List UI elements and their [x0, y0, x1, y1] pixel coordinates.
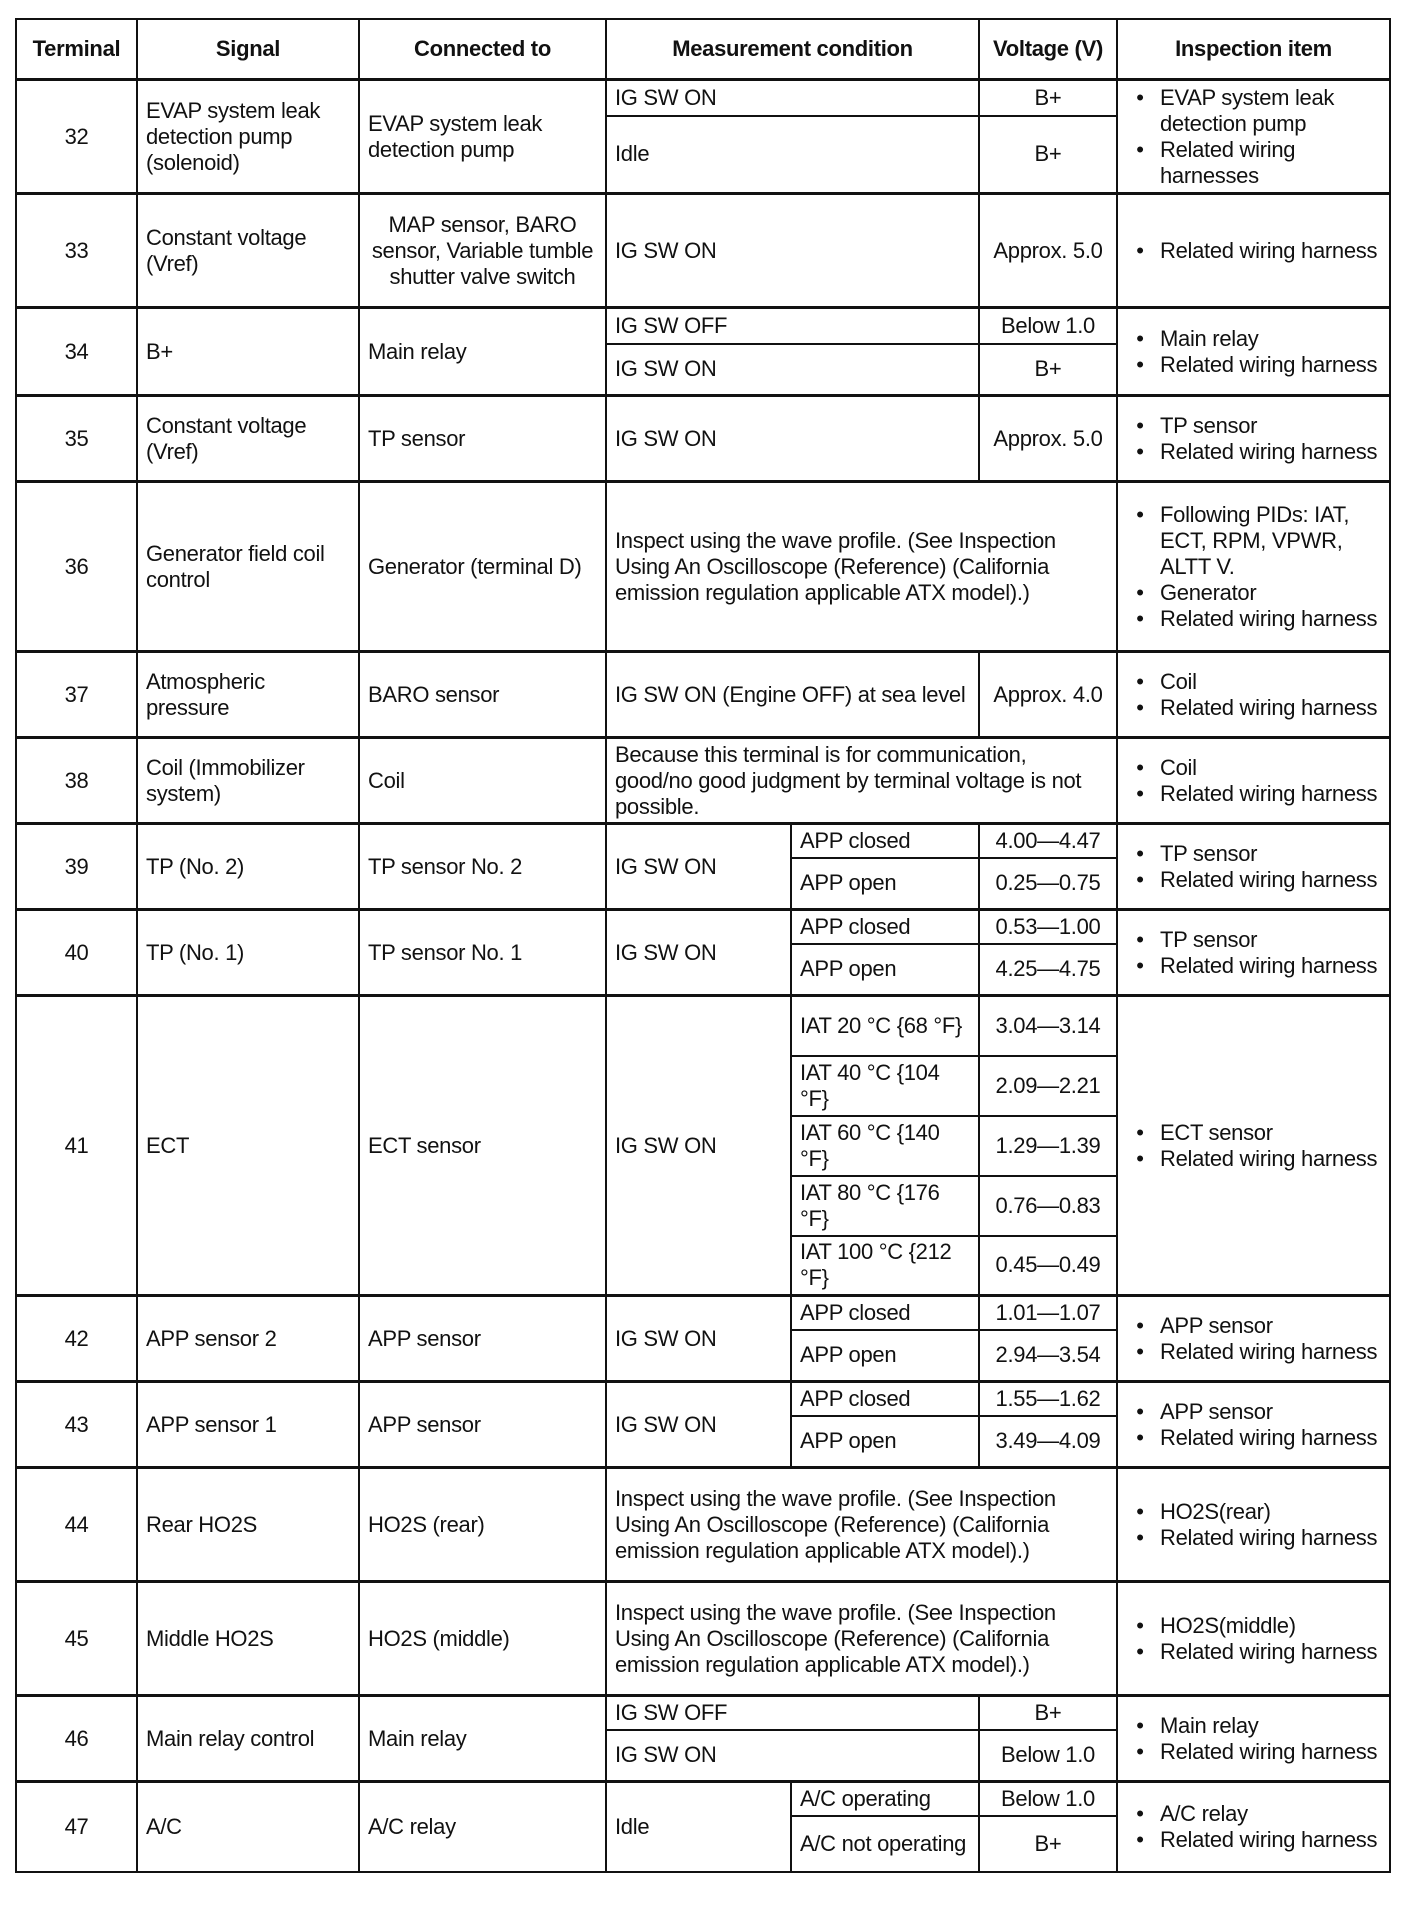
inspection-item-list: [1126, 238, 1381, 264]
inspection-item-text: Related wiring harnesses: [1160, 136, 1296, 188]
bullet-icon: •: [1136, 668, 1144, 694]
measurement-condition: IG SW OFF: [606, 308, 979, 344]
signal-name: Main relay control: [137, 1696, 359, 1782]
inspection-item-cell: [1117, 738, 1390, 824]
table-row: [16, 1782, 1390, 1816]
inspection-item-list: [1126, 669, 1381, 721]
inspection-item: [1126, 1739, 1381, 1765]
inspection-item: [1126, 1146, 1381, 1172]
inspection-item: [1126, 606, 1381, 632]
measurement-condition: IG SW ON: [606, 80, 979, 116]
bullet-icon: •: [1136, 780, 1144, 806]
inspection-item: [1126, 1399, 1381, 1425]
inspection-item: [1126, 326, 1381, 352]
signal-name: A/C: [137, 1782, 359, 1872]
header-measurement-condition: Measurement condition: [606, 19, 979, 80]
terminal-number: 39: [16, 824, 137, 910]
bullet-icon: •: [1136, 694, 1144, 720]
voltage-value: B+: [979, 1696, 1117, 1730]
bullet-icon: •: [1136, 1738, 1144, 1764]
signal-name: APP sensor 1: [137, 1382, 359, 1468]
signal-name: B+: [137, 308, 359, 396]
signal-name: Middle HO2S: [137, 1582, 359, 1696]
table-row: [16, 1696, 1390, 1730]
signal-name: Rear HO2S: [137, 1468, 359, 1582]
terminal-number: 38: [16, 738, 137, 824]
sub-condition: APP open: [791, 944, 979, 996]
terminal-number: 44: [16, 1468, 137, 1582]
voltage-value: Approx. 5.0: [979, 194, 1117, 308]
inspection-item-cell: [1117, 996, 1390, 1296]
voltage-value: 0.76—0.83: [979, 1176, 1117, 1236]
voltage-value: 2.94—3.54: [979, 1330, 1117, 1382]
inspection-item: [1126, 238, 1381, 264]
inspection-item-list: [1126, 927, 1381, 979]
inspection-item-text: ECT sensor: [1160, 1119, 1273, 1145]
measurement-condition: Idle: [606, 1782, 791, 1872]
inspection-item-text: Related wiring harness: [1160, 438, 1378, 464]
bullet-icon: •: [1136, 1826, 1144, 1852]
table-row: [16, 652, 1390, 738]
inspection-item-list: [1126, 1801, 1381, 1853]
bullet-icon: •: [1136, 1119, 1144, 1145]
sub-condition: A/C operating: [791, 1782, 979, 1816]
measurement-condition: IG SW ON: [606, 824, 791, 910]
inspection-item-cell: [1117, 1582, 1390, 1696]
inspection-item: [1126, 1639, 1381, 1665]
inspection-item-list: [1126, 1399, 1381, 1451]
inspection-item: [1126, 1499, 1381, 1525]
inspection-item: [1126, 439, 1381, 465]
inspection-item-list: [1126, 1613, 1381, 1665]
voltage-value: 4.00—4.47: [979, 824, 1117, 858]
measurement-note: Because this terminal is for communication, good/no good judgment by terminal voltage is not possible.: [606, 738, 1117, 824]
inspection-item: [1126, 755, 1381, 781]
terminal-number: 32: [16, 80, 137, 194]
bullet-icon: •: [1136, 952, 1144, 978]
sub-condition: IAT 80 °C {176 °F}: [791, 1176, 979, 1236]
inspection-item: [1126, 1425, 1381, 1451]
inspection-item: [1126, 695, 1381, 721]
inspection-item-text: Following PIDs: IAT, ECT, RPM, VPWR, ALTT V.: [1160, 501, 1350, 579]
signal-name: Atmospheric pressure: [137, 652, 359, 738]
measurement-condition: IG SW ON: [606, 1730, 979, 1782]
inspection-item: [1126, 1827, 1381, 1853]
inspection-item: [1126, 352, 1381, 378]
inspection-item-text: Related wiring harness: [1160, 1638, 1378, 1664]
table-row: [16, 996, 1390, 1056]
measurement-condition: IG SW ON: [606, 1382, 791, 1468]
table-body: [16, 80, 1390, 1872]
measurement-condition: Idle: [606, 116, 979, 194]
measurement-condition: IG SW ON: [606, 194, 979, 308]
measurement-note: Inspect using the wave profile. (See Inspection Using An Oscilloscope (Reference) (California emission regulation applicable ATX model).): [606, 482, 1117, 652]
table-row: [16, 1582, 1390, 1696]
inspection-item-text: APP sensor: [1160, 1398, 1273, 1424]
signal-name: ECT: [137, 996, 359, 1296]
voltage-value: Approx. 5.0: [979, 396, 1117, 482]
connected-to: EVAP system leak detection pump: [359, 80, 606, 194]
bullet-icon: •: [1136, 1498, 1144, 1524]
inspection-item-cell: [1117, 194, 1390, 308]
inspection-item-cell: [1117, 1296, 1390, 1382]
inspection-item: [1126, 953, 1381, 979]
bullet-icon: •: [1136, 754, 1144, 780]
inspection-item-text: Related wiring harness: [1160, 351, 1378, 377]
bullet-icon: •: [1136, 866, 1144, 892]
bullet-icon: •: [1136, 1612, 1144, 1638]
connected-to: MAP sensor, BARO sensor, Variable tumble shutter valve switch: [359, 194, 606, 308]
bullet-icon: •: [1136, 84, 1144, 110]
voltage-value: Approx. 4.0: [979, 652, 1117, 738]
voltage-value: 0.53—1.00: [979, 910, 1117, 944]
terminal-number: 37: [16, 652, 137, 738]
sub-condition: IAT 60 °C {140 °F}: [791, 1116, 979, 1176]
bullet-icon: •: [1136, 1338, 1144, 1364]
connected-to: A/C relay: [359, 1782, 606, 1872]
table-header-row: [16, 19, 1390, 80]
voltage-value: 4.25—4.75: [979, 944, 1117, 996]
table-row: [16, 1382, 1390, 1416]
terminal-number: 40: [16, 910, 137, 996]
voltage-value: 1.01—1.07: [979, 1296, 1117, 1330]
connected-to: Generator (terminal D): [359, 482, 606, 652]
inspection-item-text: Related wiring harness: [1160, 780, 1378, 806]
voltage-value: 2.09—2.21: [979, 1056, 1117, 1116]
inspection-item-list: [1126, 755, 1381, 807]
inspection-item: [1126, 1801, 1381, 1827]
measurement-note: Inspect using the wave profile. (See Inspection Using An Oscilloscope (Reference) (California emission regulation applicable ATX model).): [606, 1468, 1117, 1582]
inspection-item: [1126, 1120, 1381, 1146]
inspection-item-text: TP sensor: [1160, 926, 1258, 952]
inspection-item: [1126, 137, 1381, 189]
measurement-condition: IG SW ON: [606, 344, 979, 396]
signal-name: Generator field coil control: [137, 482, 359, 652]
terminal-number: 35: [16, 396, 137, 482]
connected-to: Main relay: [359, 1696, 606, 1782]
bullet-icon: •: [1136, 1712, 1144, 1738]
sub-condition: IAT 40 °C {104 °F}: [791, 1056, 979, 1116]
table-row: [16, 824, 1390, 858]
inspection-item-text: Related wiring harness: [1160, 1338, 1378, 1364]
bullet-icon: •: [1136, 136, 1144, 162]
inspection-item: [1126, 841, 1381, 867]
voltage-value: B+: [979, 1816, 1117, 1872]
inspection-item: [1126, 1613, 1381, 1639]
signal-name: APP sensor 2: [137, 1296, 359, 1382]
inspection-item-list: [1126, 841, 1381, 893]
inspection-item-list: [1126, 1313, 1381, 1365]
measurement-condition: IG SW ON: [606, 396, 979, 482]
inspection-item-text: HO2S(rear): [1160, 1498, 1271, 1524]
terminal-number: 41: [16, 996, 137, 1296]
inspection-item: [1126, 1339, 1381, 1365]
inspection-item-cell: [1117, 1468, 1390, 1582]
terminal-number: 45: [16, 1582, 137, 1696]
inspection-item-text: TP sensor: [1160, 840, 1258, 866]
inspection-item-text: Related wiring harness: [1160, 1524, 1378, 1550]
measurement-condition: IG SW ON: [606, 996, 791, 1296]
signal-name: TP (No. 2): [137, 824, 359, 910]
connected-to: APP sensor: [359, 1296, 606, 1382]
inspection-item: [1126, 927, 1381, 953]
inspection-item: [1126, 669, 1381, 695]
bullet-icon: •: [1136, 926, 1144, 952]
measurement-note: Inspect using the wave profile. (See Inspection Using An Oscilloscope (Reference) (California emission regulation applicable ATX model).): [606, 1582, 1117, 1696]
bullet-icon: •: [1136, 1145, 1144, 1171]
table-row: [16, 1468, 1390, 1582]
measurement-condition: IG SW ON: [606, 910, 791, 996]
inspection-item: [1126, 1713, 1381, 1739]
inspection-item-text: EVAP system leak detection pump: [1160, 84, 1335, 136]
terminal-voltage-table: [15, 18, 1391, 1873]
voltage-value: B+: [979, 344, 1117, 396]
measurement-condition: IG SW ON: [606, 1296, 791, 1382]
inspection-item-text: Main relay: [1160, 1712, 1259, 1738]
header-signal: Signal: [137, 19, 359, 80]
table-row: [16, 738, 1390, 824]
voltage-value: B+: [979, 80, 1117, 116]
bullet-icon: •: [1136, 1424, 1144, 1450]
bullet-icon: •: [1136, 579, 1144, 605]
inspection-item-cell: [1117, 80, 1390, 194]
sub-condition: APP closed: [791, 910, 979, 944]
bullet-icon: •: [1136, 325, 1144, 351]
connected-to: APP sensor: [359, 1382, 606, 1468]
bullet-icon: •: [1136, 438, 1144, 464]
voltage-value: Below 1.0: [979, 1730, 1117, 1782]
inspection-item-cell: [1117, 910, 1390, 996]
header-connected-to: Connected to: [359, 19, 606, 80]
inspection-item-text: Related wiring harness: [1160, 1738, 1378, 1764]
inspection-item-cell: [1117, 396, 1390, 482]
inspection-item: [1126, 1313, 1381, 1339]
inspection-item-text: Generator: [1160, 579, 1257, 605]
inspection-item-list: [1126, 1713, 1381, 1765]
voltage-value: 1.55—1.62: [979, 1382, 1117, 1416]
connected-to: Coil: [359, 738, 606, 824]
terminal-number: 43: [16, 1382, 137, 1468]
inspection-item: [1126, 1525, 1381, 1551]
bullet-icon: •: [1136, 605, 1144, 631]
connected-to: HO2S (rear): [359, 1468, 606, 1582]
table-row: [16, 910, 1390, 944]
inspection-item: [1126, 781, 1381, 807]
inspection-item: [1126, 85, 1381, 137]
measurement-condition: IG SW OFF: [606, 1696, 979, 1730]
inspection-item-cell: [1117, 482, 1390, 652]
sub-condition: APP closed: [791, 1382, 979, 1416]
sub-condition: APP closed: [791, 1296, 979, 1330]
signal-name: Constant voltage (Vref): [137, 396, 359, 482]
signal-name: TP (No. 1): [137, 910, 359, 996]
table-row: [16, 482, 1390, 652]
inspection-item: [1126, 502, 1381, 580]
inspection-item-text: Related wiring harness: [1160, 952, 1378, 978]
sub-condition: APP open: [791, 858, 979, 910]
sub-condition: APP open: [791, 1330, 979, 1382]
connected-to: BARO sensor: [359, 652, 606, 738]
measurement-condition: IG SW ON (Engine OFF) at sea level: [606, 652, 979, 738]
bullet-icon: •: [1136, 840, 1144, 866]
bullet-icon: •: [1136, 412, 1144, 438]
inspection-item-text: APP sensor: [1160, 1312, 1273, 1338]
connected-to: TP sensor No. 1: [359, 910, 606, 996]
inspection-item: [1126, 867, 1381, 893]
bullet-icon: •: [1136, 351, 1144, 377]
bullet-icon: •: [1136, 1638, 1144, 1664]
inspection-item-list: [1126, 502, 1381, 632]
connected-to: TP sensor: [359, 396, 606, 482]
inspection-item-cell: [1117, 652, 1390, 738]
connected-to: Main relay: [359, 308, 606, 396]
inspection-item: [1126, 413, 1381, 439]
inspection-item-list: [1126, 1499, 1381, 1551]
inspection-item-text: Main relay: [1160, 325, 1259, 351]
voltage-value: Below 1.0: [979, 308, 1117, 344]
voltage-value: Below 1.0: [979, 1782, 1117, 1816]
table-row: [16, 194, 1390, 308]
connected-to: HO2S (middle): [359, 1582, 606, 1696]
table-row: [16, 308, 1390, 344]
inspection-item-text: Related wiring harness: [1160, 1145, 1378, 1171]
bullet-icon: •: [1136, 1398, 1144, 1424]
terminal-number: 36: [16, 482, 137, 652]
voltage-value: 1.29—1.39: [979, 1116, 1117, 1176]
signal-name: Coil (Immobilizer system): [137, 738, 359, 824]
header-voltage: Voltage (V): [979, 19, 1117, 80]
inspection-item-text: Related wiring harness: [1160, 237, 1378, 263]
inspection-item-text: Coil: [1160, 754, 1197, 780]
sub-condition: IAT 20 °C {68 °F}: [791, 996, 979, 1056]
signal-name: Constant voltage (Vref): [137, 194, 359, 308]
inspection-item-cell: [1117, 1782, 1390, 1872]
sub-condition: A/C not operating: [791, 1816, 979, 1872]
inspection-item-text: Related wiring harness: [1160, 1424, 1378, 1450]
inspection-item-text: TP sensor: [1160, 412, 1258, 438]
inspection-item-text: Coil: [1160, 668, 1197, 694]
inspection-item-cell: [1117, 1696, 1390, 1782]
inspection-item-text: Related wiring harness: [1160, 866, 1378, 892]
terminal-number: 34: [16, 308, 137, 396]
terminal-number: 33: [16, 194, 137, 308]
voltage-value: 0.25—0.75: [979, 858, 1117, 910]
voltage-value: B+: [979, 116, 1117, 194]
table-row: [16, 396, 1390, 482]
inspection-item-cell: [1117, 308, 1390, 396]
bullet-icon: •: [1136, 1800, 1144, 1826]
bullet-icon: •: [1136, 1312, 1144, 1338]
header-inspection-item: Inspection item: [1117, 19, 1390, 80]
inspection-item-cell: [1117, 1382, 1390, 1468]
inspection-item-cell: [1117, 824, 1390, 910]
voltage-value: 3.49—4.09: [979, 1416, 1117, 1468]
inspection-item-list: [1126, 413, 1381, 465]
voltage-value: 3.04—3.14: [979, 996, 1117, 1056]
bullet-icon: •: [1136, 501, 1144, 527]
inspection-item-text: A/C relay: [1160, 1800, 1248, 1826]
bullet-icon: •: [1136, 1524, 1144, 1550]
bullet-icon: •: [1136, 237, 1144, 263]
connected-to: ECT sensor: [359, 996, 606, 1296]
terminal-number: 46: [16, 1696, 137, 1782]
terminal-number: 47: [16, 1782, 137, 1872]
sub-condition: APP open: [791, 1416, 979, 1468]
inspection-item-list: [1126, 326, 1381, 378]
inspection-item-text: HO2S(middle): [1160, 1612, 1296, 1638]
terminal-number: 42: [16, 1296, 137, 1382]
table-row: [16, 1296, 1390, 1330]
inspection-item-list: [1126, 1120, 1381, 1172]
inspection-item-text: Related wiring harness: [1160, 1826, 1378, 1852]
table-row: [16, 80, 1390, 116]
header-terminal: Terminal: [16, 19, 137, 80]
signal-name: EVAP system leak detection pump (solenoid): [137, 80, 359, 194]
voltage-value: 0.45—0.49: [979, 1236, 1117, 1296]
sub-condition: IAT 100 °C {212 °F}: [791, 1236, 979, 1296]
inspection-item-text: Related wiring harness: [1160, 694, 1378, 720]
inspection-item-text: Related wiring harness: [1160, 605, 1378, 631]
inspection-item: [1126, 580, 1381, 606]
connected-to: TP sensor No. 2: [359, 824, 606, 910]
sub-condition: APP closed: [791, 824, 979, 858]
inspection-item-list: [1126, 85, 1381, 189]
